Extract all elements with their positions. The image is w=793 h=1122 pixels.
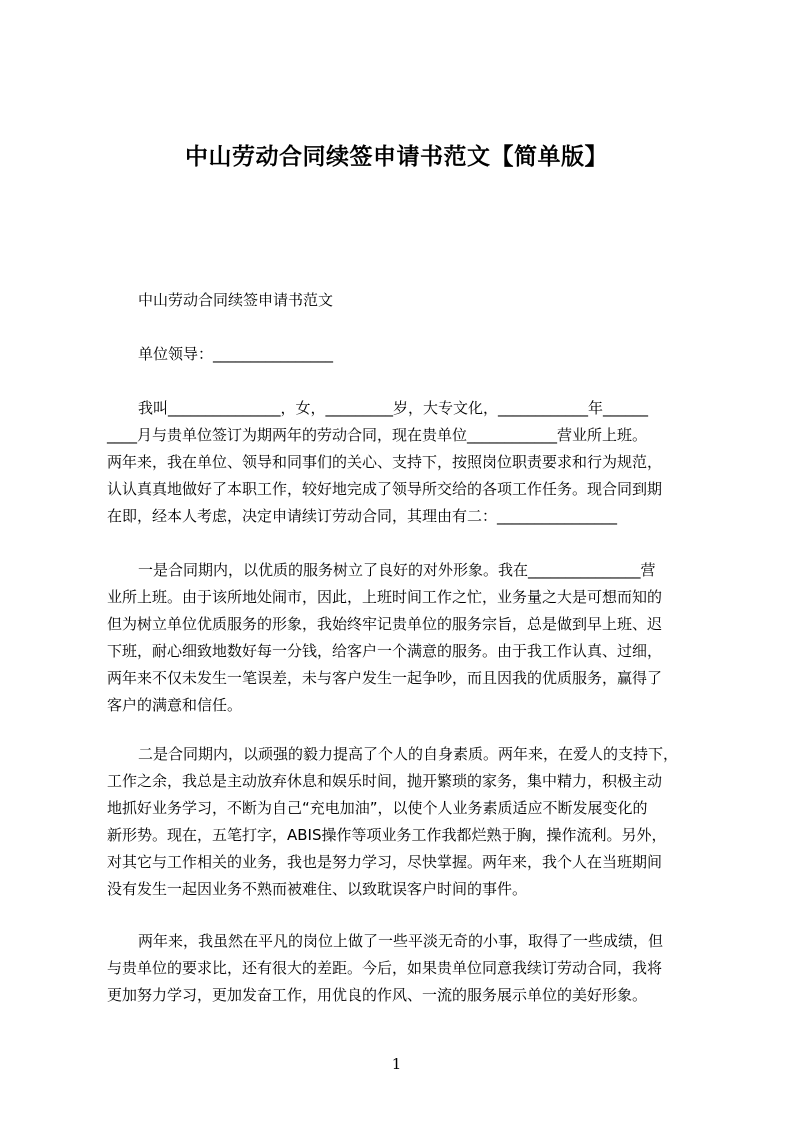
paragraph-line: ____月与贵单位签订为期两年的劳动合同，现在贵单位____________营业所上班。 (107, 426, 648, 444)
paragraph-line: 新形势。现在，五笔打字，ABIS操作等项业务工作我都烂熟于胸，操作流利。另外， (107, 826, 667, 844)
paragraph-line: 下班，耐心细致地数好每一分钱，给客户一个满意的服务。由于我工作认真、过细， (107, 642, 663, 660)
paragraph-line: 认认真真地做好了本职工作，较好地完成了领导所交给的各项工作任务。现合同到期 (107, 480, 663, 498)
salutation: 单位领导：________________ (138, 345, 334, 363)
paragraph-line: 二是合同期内，以顽强的毅力提高了个人的自身素质。两年来，在爱人的支持下， (138, 745, 679, 763)
paragraph-line: 客户的满意和信任。 (107, 696, 243, 714)
paragraph-line: 业所上班。由于该所地处闹市，因此，上班时间工作之忙，业务量之大是可想而知的 (107, 588, 663, 606)
paragraph-line: 没有发生一起因业务不熟而被难住、以致耽误客户时间的事件。 (107, 880, 528, 898)
paragraph-line: 在即，经本人考虑，决定申请续订劳动合同，其理由有二：________________ (107, 507, 618, 525)
paragraph-line: 更加努力学习，更加发奋工作，用优良的作风、一流的服务展示单位的美好形象。 (107, 986, 648, 1004)
page-number: 1 (391, 1055, 402, 1073)
paragraph-line: 两年来，我虽然在平凡的岗位上做了一些平淡无奇的小事，取得了一些成绩，但 (138, 932, 664, 950)
paragraph-line: 两年来不仅未发生一笔误差，未与客户发生一起争吵，而且因我的优质服务，赢得了 (107, 669, 663, 687)
document-heading: 中山劳动合同续签申请书范文 (138, 291, 334, 309)
paragraph-line: 与贵单位的要求比，还有很大的差距。今后，如果贵单位同意我续订劳动合同，我将 (107, 959, 663, 977)
document-title: 中山劳动合同续签申请书范文【简单版】 (185, 144, 608, 170)
paragraph-line: 工作之余，我总是主动放弃休息和娱乐时间，抛开繁琐的家务，集中精力，积极主动 (107, 772, 663, 790)
paragraph-line: 我叫_______________，女，_________岁，大专文化，____________年______ (138, 399, 649, 417)
paragraph-line: 对其它与工作相关的业务，我也是努力学习，尽快掌握。两年来，我个人在当班期间 (107, 853, 663, 871)
paragraph-line: 地抓好业务学习，不断为自己“充电加油”，以使个人业务素质适应不断发展变化的 (107, 799, 648, 817)
paragraph-line: 两年来，我在单位、领导和同事们的关心、支持下，按照岗位职责要求和行为规范， (107, 453, 663, 471)
paragraph-line: 一是合同期内，以优质的服务树立了良好的对外形象。我在_______________营 (138, 561, 656, 579)
paragraph-line: 但为树立单位优质服务的形象，我始终牢记贵单位的服务宗旨，总是做到早上班、迟 (107, 615, 663, 633)
